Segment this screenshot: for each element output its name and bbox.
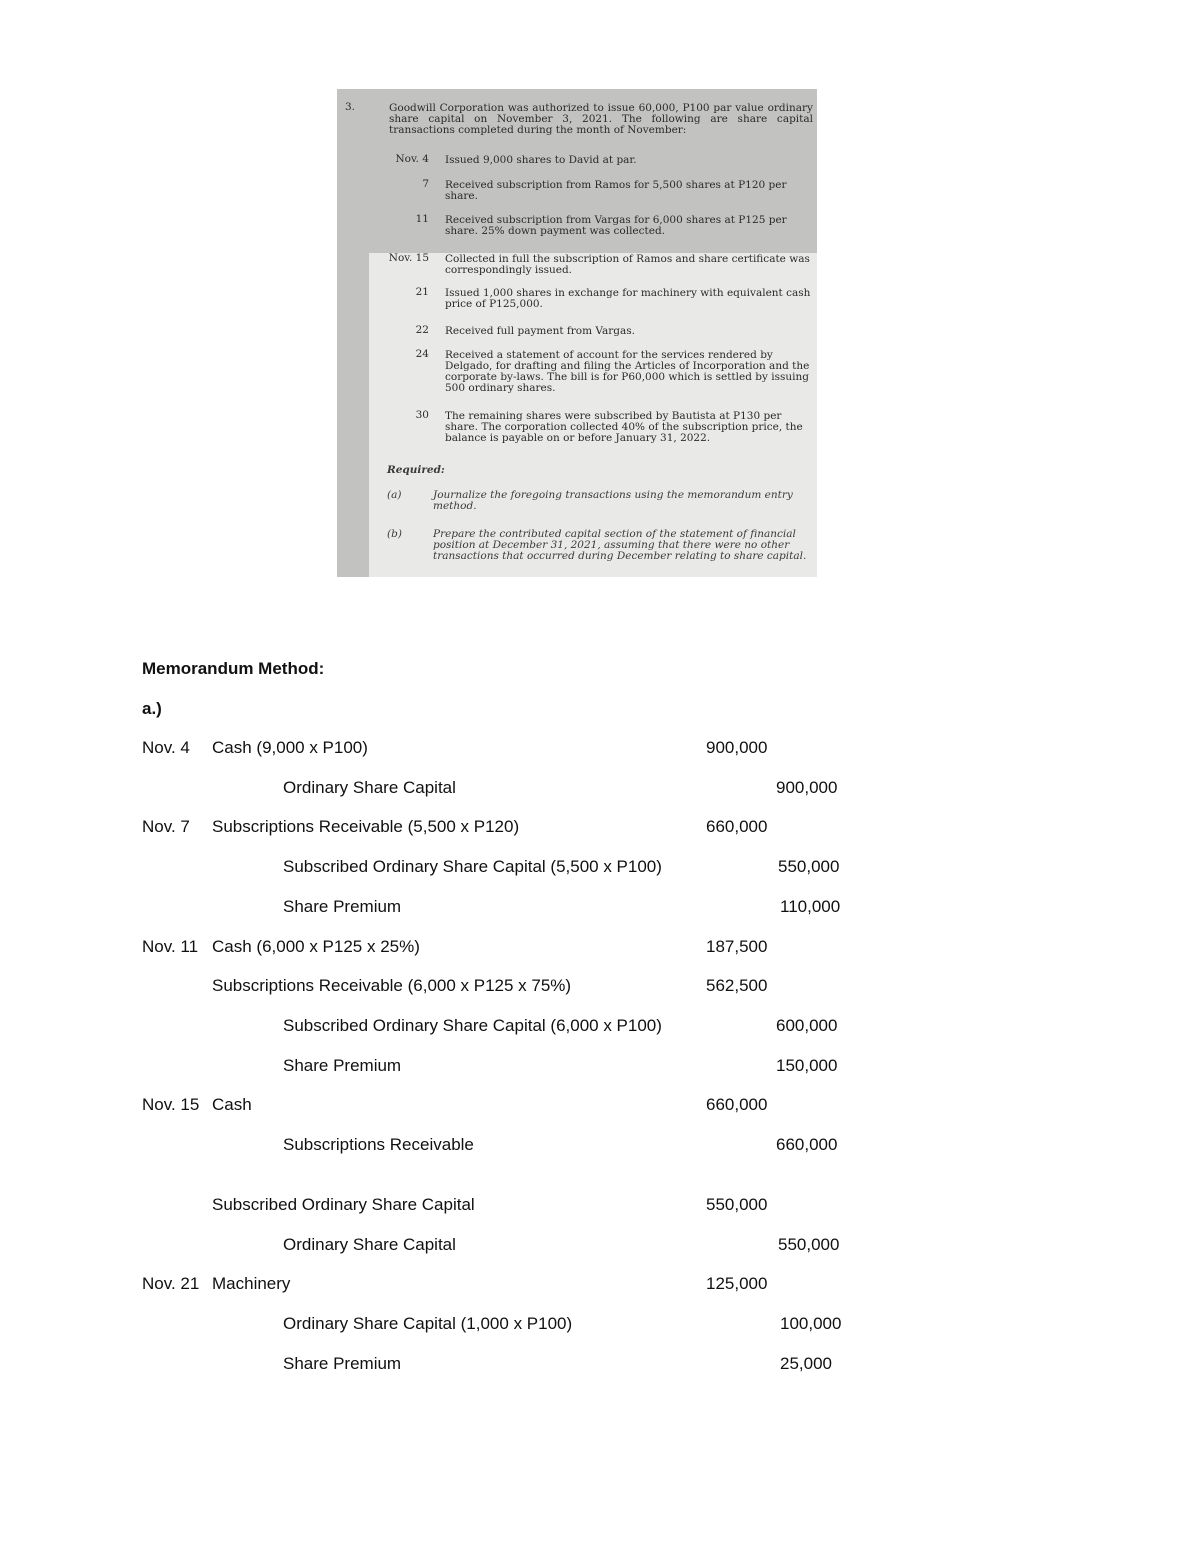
credit-amount: 25,000 (780, 1354, 832, 1373)
entry-date: Nov. 21 (142, 1274, 200, 1293)
entry-date: Nov. 4 (142, 738, 190, 757)
credit-amount: 110,000 (780, 897, 841, 916)
debit-amount: 660,000 (706, 1095, 768, 1114)
txn-date-4: 21 (415, 286, 429, 298)
debit-amount: 550,000 (706, 1195, 768, 1214)
txn-text-1: Received subscription from Ramos for 5,500 shares at P120 per share. (445, 179, 787, 202)
account-name: Share Premium (283, 897, 402, 916)
account-name: Ordinary Share Capital (1,000 x P100) (283, 1314, 573, 1333)
account-name: Cash (6,000 x P125 x 25%) (212, 937, 420, 956)
account-name: Subscriptions Receivable (6,000 x P125 x 75%) (212, 976, 572, 995)
req-text-a: Journalize the foregoing transactions using the memorandum entry method. (433, 489, 793, 512)
txn-date-0: Nov. 4 (395, 153, 429, 165)
problem-number: 3. (345, 101, 356, 113)
photo-shadow-left (337, 253, 369, 577)
txn-text-2: Received subscription from Vargas for 6,000 shares at P125 per share. 25% down payment was collected. (445, 214, 787, 237)
credit-amount: 550,000 (778, 857, 840, 876)
account-name: Ordinary Share Capital (283, 1235, 456, 1254)
req-label-a: (a) (387, 489, 402, 501)
credit-amount: 900,000 (776, 778, 838, 797)
debit-amount: 900,000 (706, 738, 768, 757)
credit-amount: 660,000 (776, 1135, 838, 1154)
account-name: Share Premium (283, 1056, 402, 1075)
req-label-b: (b) (387, 528, 402, 540)
txn-date-7: 30 (415, 409, 429, 421)
account-name: Subscriptions Receivable (283, 1135, 474, 1154)
account-name: Cash (9,000 x P100) (212, 738, 368, 757)
account-name: Ordinary Share Capital (283, 778, 456, 797)
txn-date-1: 7 (422, 178, 429, 190)
txn-text-5: Received full payment from Vargas. (445, 325, 636, 337)
problem-photo (337, 89, 817, 577)
txn-date-3: Nov. 15 (388, 252, 429, 264)
txn-text-6: Received a statement of account for the services rendered by Delgado, for drafting and filing the Articles of Incorporation and the corporate by-laws. The bill is for P60,000 which is settled by issuing 500 ordinary shares. (445, 349, 810, 394)
txn-text-3: Collected in full the subscription of Ramos and share certificate was correspondingly issued. (445, 253, 810, 276)
problem-intro: Goodwill Corporation was authorized to issue 60,000, P100 par value ordinary share capital on November 3, 2021. The following are share capital transactions completed during the month of November: (389, 102, 813, 136)
debit-amount: 125,000 (706, 1274, 768, 1293)
credit-amount: 150,000 (776, 1056, 838, 1075)
required-label: Required: (387, 464, 445, 476)
account-name: Machinery (212, 1274, 291, 1293)
entry-date: Nov. 11 (142, 937, 199, 956)
txn-date-5: 22 (415, 324, 429, 336)
credit-amount: 550,000 (778, 1235, 840, 1254)
account-name: Cash (212, 1095, 252, 1114)
account-name: Subscribed Ordinary Share Capital (212, 1195, 475, 1214)
account-name: Subscriptions Receivable (5,500 x P120) (212, 817, 520, 836)
credit-amount: 600,000 (776, 1016, 838, 1035)
txn-date-2: 11 (415, 213, 429, 225)
txn-text-0: Issued 9,000 shares to David at par. (445, 154, 637, 166)
part-label: a.) (142, 699, 162, 718)
account-name: Share Premium (283, 1354, 402, 1373)
debit-amount: 187,500 (706, 937, 768, 956)
account-name: Subscribed Ordinary Share Capital (5,500 x P100) (283, 857, 662, 876)
txn-text-7: The remaining shares were subscribed by Bautista at P130 per share. The corporation collected 40% of the subscription price, the balance is payable on or before January 31, 2022. (445, 410, 803, 444)
section-title: Memorandum Method: (142, 659, 325, 678)
entry-date: Nov. 7 (142, 817, 190, 836)
txn-text-4: Issued 1,000 shares in exchange for machinery with equivalent cash price of P125,000. (445, 287, 811, 310)
credit-amount: 100,000 (780, 1314, 842, 1333)
debit-amount: 562,500 (706, 976, 768, 995)
req-text-b: Prepare the contributed capital section of the statement of financial position at December 31, 2021, assuming that there were no other transactions that occurred during December relating to share capital. (433, 528, 807, 562)
account-name: Subscribed Ordinary Share Capital (6,000 x P100) (283, 1016, 662, 1035)
entry-date: Nov. 15 (142, 1095, 200, 1114)
debit-amount: 660,000 (706, 817, 768, 836)
txn-date-6: 24 (415, 348, 429, 360)
